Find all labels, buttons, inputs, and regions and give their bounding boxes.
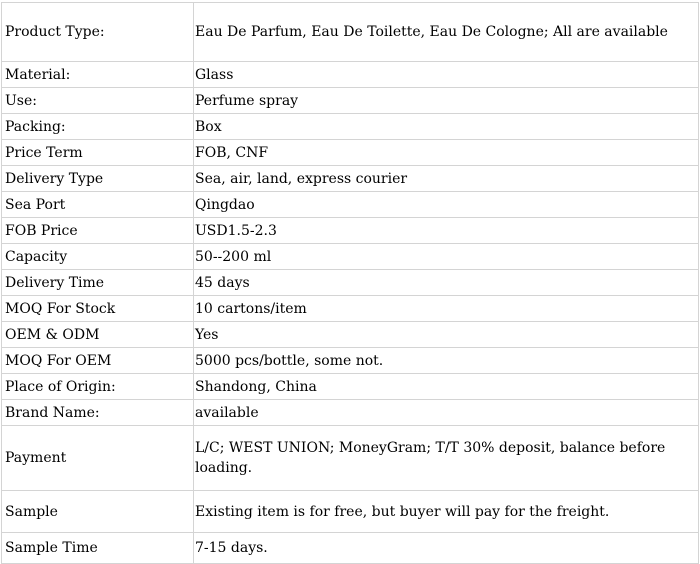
table-row [2,62,699,88]
table-row [2,296,699,322]
table-row [2,491,699,533]
row-label: Place of Origin: [2,374,194,400]
table-row [2,114,699,140]
row-label: Sample [2,491,194,533]
table-row [2,533,699,564]
row-value: available [194,400,699,426]
table-row [2,218,699,244]
row-value: USD1.5-2.3 [194,218,699,244]
row-label: Material: [2,62,194,88]
row-label: MOQ For OEM [2,348,194,374]
table-row [2,140,699,166]
row-value: Shandong, China [194,374,699,400]
table-row [2,192,699,218]
row-value: Yes [194,322,699,348]
table-row [2,426,699,491]
product-spec-table [1,2,699,564]
row-value: 45 days [194,270,699,296]
table-row [2,3,699,62]
row-value: Box [194,114,699,140]
row-label: Product Type: [2,3,194,62]
row-value: L/C; WEST UNION; MoneyGram; T/T 30% deposit, balance before loading. [194,426,699,491]
row-label: Sea Port [2,192,194,218]
row-value: Glass [194,62,699,88]
table-row [2,270,699,296]
row-label: Packing: [2,114,194,140]
row-value: Existing item is for free, but buyer will pay for the freight. [194,491,699,533]
table-row [2,166,699,192]
table-row [2,400,699,426]
table-row [2,88,699,114]
table-row [2,244,699,270]
table-row [2,348,699,374]
row-label: Price Term [2,140,194,166]
row-label: Brand Name: [2,400,194,426]
row-value: Eau De Parfum, Eau De Toilette, Eau De Cologne; All are available [194,3,699,62]
row-value: Sea, air, land, express courier [194,166,699,192]
row-label: Payment [2,426,194,491]
row-value: 50--200 ml [194,244,699,270]
row-value: 5000 pcs/bottle, some not. [194,348,699,374]
row-value: 10 cartons/item [194,296,699,322]
row-value: FOB, CNF [194,140,699,166]
table-row [2,374,699,400]
row-value: 7-15 days. [194,533,699,564]
row-label: Capacity [2,244,194,270]
row-label: Sample Time [2,533,194,564]
row-label: Delivery Type [2,166,194,192]
row-label: Delivery Time [2,270,194,296]
table-row [2,322,699,348]
row-label: FOB Price [2,218,194,244]
row-value: Qingdao [194,192,699,218]
row-label: OEM & ODM [2,322,194,348]
row-value: Perfume spray [194,88,699,114]
row-label: Use: [2,88,194,114]
row-label: MOQ For Stock [2,296,194,322]
